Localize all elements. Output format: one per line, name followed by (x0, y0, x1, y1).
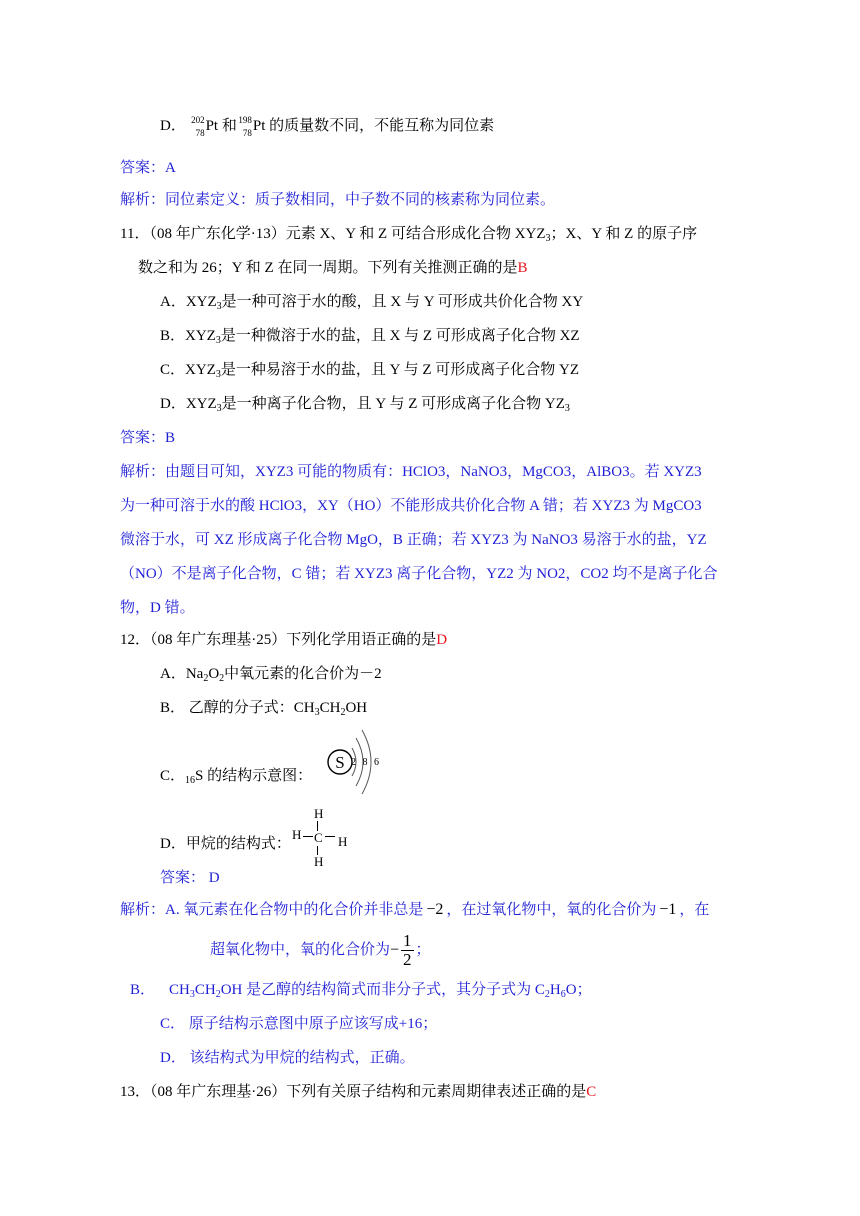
q11-option-d (160, 394, 570, 414)
bond-line (303, 836, 313, 837)
isotope-superscript (237, 114, 253, 138)
stem-text: 13．（08 年广东理基·26）下列有关原子结构和元素周期律表述正确的是 (120, 1084, 587, 1100)
option-text: 是一种离子化合物，且 Y 与 Z 可形成离子化合物 YZ (221, 396, 565, 412)
explanation-11-line3: 微溶于水，可 XZ 形成离子化合物 MgO，B 正确；若 XYZ3 为 NaNO3 易溶于水的盐，YZ (120, 532, 707, 548)
subscript: 3 (189, 989, 195, 1000)
atomic-number: 16 (185, 775, 196, 786)
explanation-12-a-line1 (120, 900, 709, 920)
option-text: 是一种易溶于水的盐，且 Y 与 Z 可形成离子化合物 YZ (220, 362, 580, 378)
answer-key: B (517, 260, 528, 276)
option-text: B． 乙醇的分子式：CH (160, 700, 315, 716)
subscript: 3 (314, 707, 320, 718)
answer-key: C (586, 1084, 597, 1100)
atomic-number: 78 (195, 127, 205, 138)
subscript: 3 (564, 403, 570, 414)
element-symbol: Pt (252, 118, 266, 134)
explanation-12-a-line2 (210, 930, 431, 971)
atomic-number: 78 (242, 127, 252, 138)
answer-10: 答案：A (120, 160, 176, 176)
isotope-superscript (190, 114, 206, 138)
hydrogen-atom: H (292, 827, 302, 842)
valence-value: −2 (426, 901, 444, 918)
explanation-text: H (549, 982, 561, 998)
fraction-numerator: 1 (403, 931, 412, 951)
option-text: S 的结构示意图： (195, 768, 313, 784)
question-11-stem-line2 (138, 258, 527, 278)
stem-text: 12．（08 年广东理基·25）下列化学用语正确的是 (120, 632, 437, 648)
option-label: D． (160, 118, 186, 134)
answer-12: 答案： D (160, 870, 220, 886)
q11-option-a (160, 292, 583, 312)
q10-option-d (160, 116, 494, 137)
explanation-text: ； (415, 942, 431, 958)
element-symbol: Pt (205, 118, 219, 134)
q12-option-a (160, 664, 382, 684)
fraction (401, 932, 414, 969)
answer-key: D (436, 632, 448, 648)
stem-text: 数之和为 26；Y 和 Z 在同一周期。下列有关推测正确的是 (138, 260, 518, 276)
shell-electrons: 2 8 6 (351, 757, 381, 768)
subscript: 3 (215, 369, 221, 380)
option-text: OH (345, 700, 368, 716)
option-text: 中氧元素的化合价为－2 (224, 666, 382, 682)
option-text: O (208, 666, 220, 682)
subscript: 2 (544, 989, 550, 1000)
q12-option-c (160, 766, 312, 786)
subscript: 3 (216, 301, 222, 312)
option-text: D．XYZ (160, 396, 217, 412)
subscript: 3 (216, 403, 222, 414)
element-symbol: S (335, 753, 345, 772)
explanation-text: O； (565, 982, 592, 998)
q11-option-b (160, 326, 580, 346)
explanation-text: ，在 (679, 902, 710, 918)
question-13-stem (120, 1082, 596, 1102)
stem-text: 11．（08 年广东化学·13）元素 X、Y 和 Z 可结合形成化合物 XYZ (120, 226, 546, 242)
q12-option-d: D．甲烷的结构式： (160, 836, 291, 852)
subscript: 2 (219, 673, 225, 684)
option-text: CH (319, 700, 341, 716)
explanation-11-line4: （NO）不是离子化合物，C 错；若 XYZ3 离子化合物，YZ2 为 NO2，CO2 均不是离子化合 (120, 566, 718, 582)
answer-11: 答案：B (120, 430, 176, 446)
sulfur-atom-diagram (318, 724, 390, 800)
connector-text: 和 (221, 118, 237, 134)
option-text: 的质量数不同，不能互称为同位素 (269, 118, 495, 134)
hydrogen-atom: H (314, 854, 324, 869)
question-11-stem-line1 (120, 224, 697, 244)
stem-text: ；X、Y 和 Z 的原子序 (550, 226, 698, 242)
explanation-text: CH (194, 982, 216, 998)
subscript: 6 (560, 989, 566, 1000)
explanation-text: 超氧化物中，氧的化合价为 (210, 942, 391, 958)
q12-option-b (160, 698, 367, 718)
explanation-label: B． (130, 982, 156, 998)
explanation-11-line5: 物，D 错。 (120, 600, 195, 616)
option-text: 是一种微溶于水的盐，且 X 与 Z 可形成离子化合物 XZ (220, 328, 580, 344)
explanation-text: CH (169, 982, 190, 998)
explanation-12-d: D． 该结构式为甲烷的结构式，正确。 (160, 1050, 415, 1066)
subscript: 2 (203, 673, 209, 684)
option-text: A．XYZ (160, 294, 217, 310)
subscript: 3 (215, 335, 221, 346)
mass-number: 202 (191, 114, 205, 125)
hydrogen-atom: H (338, 834, 348, 849)
subscript: 2 (215, 989, 221, 1000)
question-12-stem (120, 630, 447, 650)
carbon-atom: C (314, 830, 323, 845)
explanation-12-b (130, 980, 592, 1000)
explanation-text: OH 是乙醇的结构简式而非分子式，其分子式为 C (220, 982, 545, 998)
fraction-sign: − (390, 941, 400, 959)
valence-value: −1 (659, 901, 677, 918)
option-text: B．XYZ (160, 328, 216, 344)
option-text: C．XYZ (160, 362, 216, 378)
methane-structure-formula (288, 806, 358, 870)
mass-number: 198 (238, 114, 252, 125)
explanation-12-c: C． 原子结构示意图中原子应该写成+16； (160, 1016, 438, 1032)
hydrogen-atom: H (314, 806, 324, 821)
subscript: 3 (545, 233, 551, 244)
subscript: 2 (340, 707, 346, 718)
explanation-11-line1: 解析：由题目可知，XYZ3 可能的物质有：HClO3，NaNO3，MgCO3，AlBO3。若 XYZ3 (120, 464, 702, 480)
explanation-text: ，在过氧化物中，氧的化合价为 (446, 902, 657, 918)
q11-option-c (160, 360, 579, 380)
bond-line (325, 836, 335, 837)
option-text: A．Na (160, 666, 204, 682)
explanation-10: 解析：同位素定义：质子数相同，中子数不同的核素称为同位素。 (120, 192, 556, 208)
fraction-denominator: 2 (403, 950, 412, 970)
option-text: 是一种可溶于水的酸，且 X 与 Y 可形成共价化合物 XY (221, 294, 584, 310)
explanation-11-line2: 为一种可溶于水的酸 HClO3，XY（HO）不能形成共价化合物 A 错；若 XYZ3 为 MgCO3 (120, 498, 702, 514)
explanation-text: 解析：A. 氧元素在化合物中的化合价并非总是 (120, 902, 424, 918)
option-text: C． (160, 768, 186, 784)
